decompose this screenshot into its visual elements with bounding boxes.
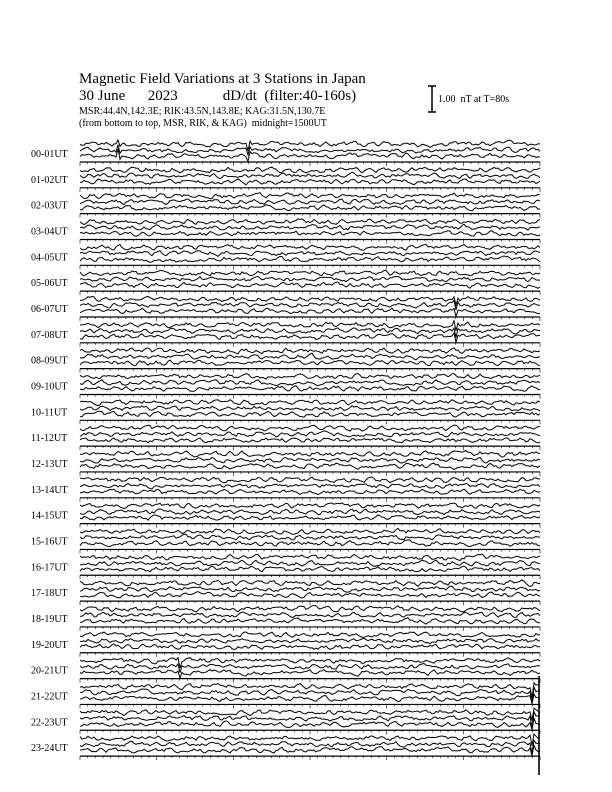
hour-row (31, 734, 540, 760)
msr-trace (80, 540, 540, 547)
hour-row (31, 244, 540, 269)
msr-trace (80, 670, 540, 679)
kag-trace (80, 451, 540, 458)
msr-trace (80, 746, 540, 756)
hour-label: 06-07UT (31, 303, 68, 315)
rik-trace (80, 301, 540, 311)
msr-trace (80, 515, 540, 520)
hour-row (31, 296, 540, 321)
hour-label: 01-02UT (31, 174, 68, 186)
kag-trace (80, 193, 540, 199)
hour-label: 21-22UT (31, 691, 68, 703)
kag-trace (80, 400, 540, 406)
hour-row (31, 451, 540, 476)
rik-trace (80, 560, 540, 566)
msr-trace (80, 411, 540, 417)
hour-row (31, 270, 540, 295)
hour-label: 02-03UT (31, 200, 68, 212)
hour-label: 04-05UT (31, 252, 68, 264)
hour-row (31, 321, 540, 347)
msr-trace (80, 566, 540, 572)
hour-row (31, 528, 540, 553)
rik-trace (80, 145, 540, 155)
hour-label: 14-15UT (31, 510, 68, 522)
rik-trace (80, 638, 540, 644)
hour-row (31, 348, 540, 373)
msr-trace (80, 231, 540, 237)
kag-trace (80, 477, 540, 483)
kag-trace (80, 244, 540, 250)
hour-row (31, 708, 540, 734)
hour-row (31, 425, 540, 450)
rik-trace (80, 612, 540, 618)
kag-trace (80, 554, 540, 560)
kag-trace (80, 167, 540, 173)
kag-trace (80, 606, 540, 613)
kag-trace (80, 374, 540, 380)
msr-trace (80, 386, 540, 392)
hour-row (31, 683, 540, 709)
hour-row (31, 554, 540, 579)
kag-trace (80, 321, 540, 331)
hour-row (31, 606, 540, 631)
msr-trace (80, 438, 540, 443)
hour-label: 12-13UT (31, 458, 68, 470)
hour-row (31, 140, 540, 166)
rik-trace (80, 172, 540, 178)
msr-trace (80, 282, 540, 288)
kag-trace (80, 425, 540, 431)
rik-trace (80, 534, 540, 540)
hour-label: 13-14UT (31, 484, 68, 496)
hour-row (31, 477, 540, 502)
hour-row (31, 580, 540, 605)
hour-label: 09-10UT (31, 381, 68, 393)
hour-label: 05-06UT (31, 278, 68, 290)
msr-trace (80, 333, 540, 342)
msr-trace (80, 489, 540, 494)
hour-label: 11-12UT (31, 433, 68, 445)
hour-label: 23-24UT (31, 743, 68, 755)
kag-trace (80, 219, 540, 225)
msr-trace (80, 205, 540, 211)
rik-trace (80, 224, 540, 230)
rik-trace (80, 276, 540, 281)
hour-row (31, 658, 540, 683)
kag-trace (80, 348, 540, 354)
trace-order-line: (from bottom to top, MSR, RIK, & KAG) midnight=1500UT (79, 118, 327, 129)
hour-label: 20-21UT (31, 665, 68, 677)
rik-trace (80, 663, 540, 672)
msr-trace (80, 592, 540, 598)
rik-trace (80, 509, 540, 515)
hour-row (31, 503, 540, 528)
stations-line: MSR:44.4N,142.3E; RIK:43.5N,143.8E; KAG:31.5N,130.7E (79, 106, 326, 117)
scale-bar (428, 86, 436, 112)
rik-trace (80, 483, 540, 488)
hour-label: 15-16UT (31, 536, 68, 548)
msr-trace (80, 256, 540, 262)
hour-label: 18-19UT (31, 613, 68, 625)
msr-trace (80, 360, 540, 366)
msr-trace (80, 179, 540, 185)
hour-label: 03-04UT (31, 226, 68, 238)
msr-trace (80, 644, 540, 650)
rik-trace (80, 251, 540, 257)
hour-row (31, 632, 540, 657)
kag-trace (80, 140, 540, 151)
hour-label: 00-01UT (31, 149, 68, 160)
msr-trace (80, 308, 540, 316)
scale-label: 1.00 nT at T=80s (438, 94, 510, 105)
rik-trace (80, 431, 540, 437)
hour-label: 22-23UT (31, 717, 68, 729)
hour-label: 17-18UT (31, 588, 68, 600)
hour-label: 10-11UT (31, 407, 68, 419)
date-year: 2023 (147, 88, 178, 104)
kag-trace (80, 632, 540, 637)
hour-label: 16-17UT (31, 562, 68, 574)
rik-trace (80, 586, 540, 592)
rik-trace (80, 353, 540, 360)
chart-title: Magnetic Field Variations at 3 Stations in Japan (79, 71, 366, 87)
hour-row (31, 400, 540, 425)
kag-trace (80, 270, 540, 276)
hour-row (31, 193, 540, 218)
rik-trace (80, 199, 540, 205)
rik-trace (80, 406, 540, 411)
hour-row (31, 374, 540, 399)
kag-trace (80, 503, 540, 509)
hour-label: 07-08UT (31, 329, 68, 341)
kag-trace (80, 580, 540, 587)
date-day: 30 June (79, 88, 126, 104)
rik-trace (80, 458, 540, 464)
kag-trace (80, 528, 540, 534)
hour-row (31, 219, 540, 244)
msr-trace (80, 618, 540, 624)
msr-trace (80, 694, 540, 704)
hour-label: 08-09UT (31, 355, 68, 367)
msr-trace (80, 463, 540, 469)
hour-row (31, 167, 540, 192)
quantity-label: dD/dt (filter:40-160s) (222, 88, 357, 104)
hour-label: 19-20UT (31, 639, 68, 651)
rik-trace (80, 687, 540, 703)
rik-trace (80, 380, 540, 386)
